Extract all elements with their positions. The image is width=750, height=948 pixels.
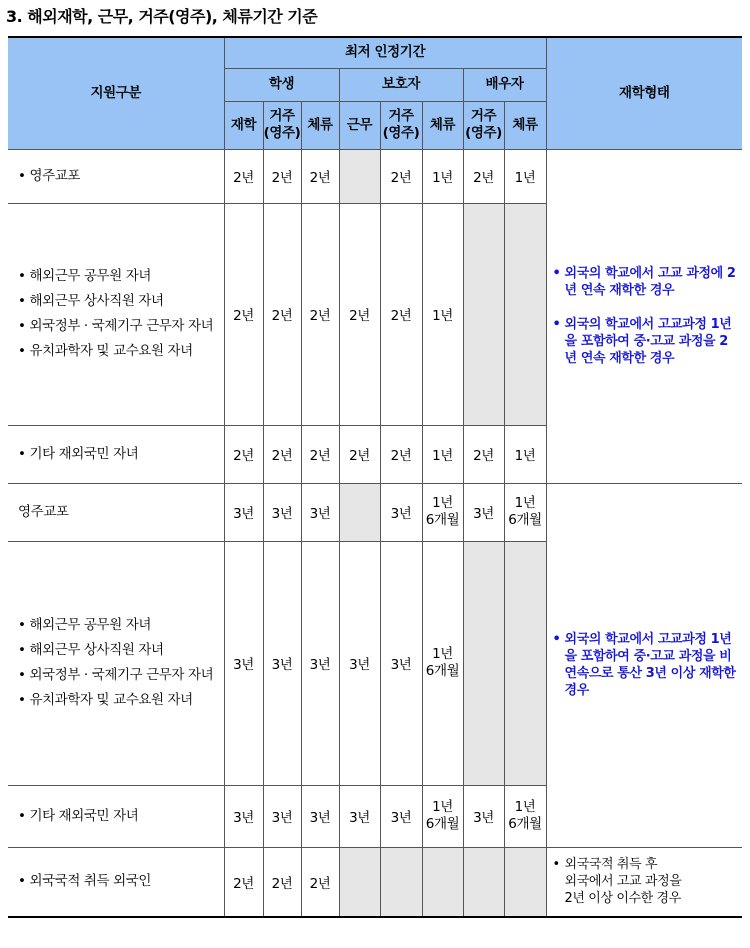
- category-line: 영주교포: [18, 503, 69, 520]
- header-min-period: 최저 인정기간: [224, 37, 546, 68]
- period-cell: 1년: [504, 149, 546, 203]
- period-cell: [339, 149, 380, 203]
- period-cell: 3년: [224, 483, 263, 541]
- row-category: [8, 149, 224, 203]
- period-cell: [339, 847, 380, 917]
- period-cell: 3년: [380, 483, 422, 541]
- period-cell: [463, 541, 504, 785]
- subheader-stay: 체류: [301, 101, 339, 149]
- period-cell: 3년: [263, 541, 301, 785]
- category-line: • 유치과학자 및 교수요원 자녀: [18, 343, 193, 359]
- period-cell: [339, 483, 380, 541]
- enrollment-type-description: [546, 483, 742, 847]
- description-text: 외국의 학교에서 고교과정 1년을 포함하여 중·고교 과정을 비연속으로 통산 3년 이상 재학한 경우: [564, 632, 736, 698]
- description-item: [553, 265, 737, 299]
- eligibility-table: [8, 36, 742, 918]
- row-category: [8, 847, 224, 917]
- period-cell: 3년: [301, 483, 339, 541]
- period-cell: 2년: [224, 149, 263, 203]
- header-student: 학생: [224, 68, 339, 101]
- period-cell: 3년: [339, 785, 380, 847]
- period-cell: 3년: [339, 541, 380, 785]
- bullet: •: [552, 632, 561, 647]
- table-body: [8, 149, 742, 917]
- subheader-residence: 거주 (영주): [380, 101, 422, 149]
- category-line: • 기타 재외국민 자녀: [18, 445, 139, 462]
- period-cell: 2년: [301, 847, 339, 917]
- period-cell: 2년: [224, 203, 263, 425]
- enrollment-type-description: [546, 149, 742, 483]
- category-line: • 기타 재외국민 자녀: [18, 807, 139, 824]
- row-category: [8, 785, 224, 847]
- period-cell: 2년: [224, 847, 263, 917]
- description-item: [553, 631, 737, 699]
- bullet: •: [552, 317, 561, 332]
- bullet: •: [552, 857, 560, 873]
- period-cell: 2년: [301, 203, 339, 425]
- period-cell: 2년: [463, 149, 504, 203]
- period-cell: 2년: [380, 149, 422, 203]
- page-title: 3. 해외재학, 근무, 거주(영주), 체류기간 기준: [6, 7, 318, 26]
- subheader-study: 재학: [224, 101, 263, 149]
- row-category: [8, 483, 224, 541]
- period-cell: 1년 6개월: [422, 785, 463, 847]
- period-cell: 2년: [463, 425, 504, 483]
- period-cell: 3년: [380, 785, 422, 847]
- description-item: [553, 856, 737, 907]
- header-enrollment-type: 재학형태: [546, 37, 742, 149]
- description-item: [553, 316, 737, 367]
- category-line: • 해외근무 상사직원 자녀: [18, 642, 164, 658]
- table-row: [8, 483, 742, 541]
- period-cell: 1년: [422, 425, 463, 483]
- period-cell: 3년: [380, 541, 422, 785]
- period-cell: 1년: [422, 149, 463, 203]
- category-line: • 외국정부 · 국제기구 근무자 자녀: [18, 318, 214, 334]
- period-cell: 1년 6개월: [422, 541, 463, 785]
- period-cell: 2년: [380, 425, 422, 483]
- subheader-residence: 거주 (영주): [263, 101, 301, 149]
- period-cell: 1년 6개월: [504, 483, 546, 541]
- header-category: 지원구분: [8, 37, 224, 149]
- period-cell: [504, 203, 546, 425]
- description-line: 외국국적 취득 후: [564, 857, 658, 873]
- category-line: • 유치과학자 및 교수요원 자녀: [18, 692, 193, 708]
- period-cell: [504, 847, 546, 917]
- description-text: 외국의 학교에서 고교 과정에 2년 연속 재학한 경우: [564, 266, 736, 298]
- period-cell: [504, 541, 546, 785]
- category-line: • 외국정부 · 국제기구 근무자 자녀: [18, 667, 214, 683]
- header-spouse: 배우자: [463, 68, 546, 101]
- period-cell: 2년: [263, 203, 301, 425]
- period-cell: 1년: [504, 425, 546, 483]
- period-cell: 2년: [263, 149, 301, 203]
- period-cell: 1년 6개월: [422, 483, 463, 541]
- period-cell: 2년: [263, 425, 301, 483]
- description-text: 외국의 학교에서 고교과정 1년을 포함하여 중·고교 과정을 2년 연속 재학한 경우: [564, 317, 732, 366]
- period-cell: 3년: [263, 483, 301, 541]
- category-line: • 외국국적 취득 외국인: [18, 873, 152, 890]
- header-guardian: 보호자: [339, 68, 463, 101]
- period-cell: [380, 847, 422, 917]
- period-cell: 3년: [463, 483, 504, 541]
- period-cell: 2년: [380, 203, 422, 425]
- period-cell: 1년: [422, 203, 463, 425]
- period-cell: [463, 847, 504, 917]
- table-row: [8, 847, 742, 917]
- subheader-stay: 체류: [422, 101, 463, 149]
- subheader-work: 근무: [339, 101, 380, 149]
- period-cell: 3년: [263, 785, 301, 847]
- period-cell: 3년: [224, 785, 263, 847]
- subheader-residence: 거주 (영주): [463, 101, 504, 149]
- period-cell: 1년 6개월: [504, 785, 546, 847]
- period-cell: [422, 847, 463, 917]
- row-category: [8, 203, 224, 425]
- table-row: [8, 149, 742, 203]
- category-line: • 해외근무 공무원 자녀: [18, 268, 152, 284]
- period-cell: 2년: [301, 425, 339, 483]
- description-line: 2년 이상 이수한 경우: [564, 891, 681, 907]
- period-cell: 3년: [463, 785, 504, 847]
- subheader-stay: 체류: [504, 101, 546, 149]
- period-cell: 3년: [224, 541, 263, 785]
- period-cell: 2년: [339, 425, 380, 483]
- description-line: 외국에서 고교 과정을: [564, 874, 682, 890]
- period-cell: 3년: [301, 785, 339, 847]
- period-cell: 2년: [224, 425, 263, 483]
- category-line: • 해외근무 공무원 자녀: [18, 617, 152, 633]
- row-category: [8, 541, 224, 785]
- category-line: • 해외근무 상사직원 자녀: [18, 293, 164, 309]
- period-cell: [463, 203, 504, 425]
- period-cell: 2년: [263, 847, 301, 917]
- category-line: • 영주교포: [18, 167, 81, 184]
- row-category: [8, 425, 224, 483]
- period-cell: 2년: [301, 149, 339, 203]
- bullet: •: [552, 266, 561, 281]
- period-cell: 3년: [301, 541, 339, 785]
- enrollment-type-description: [546, 847, 742, 917]
- period-cell: 2년: [339, 203, 380, 425]
